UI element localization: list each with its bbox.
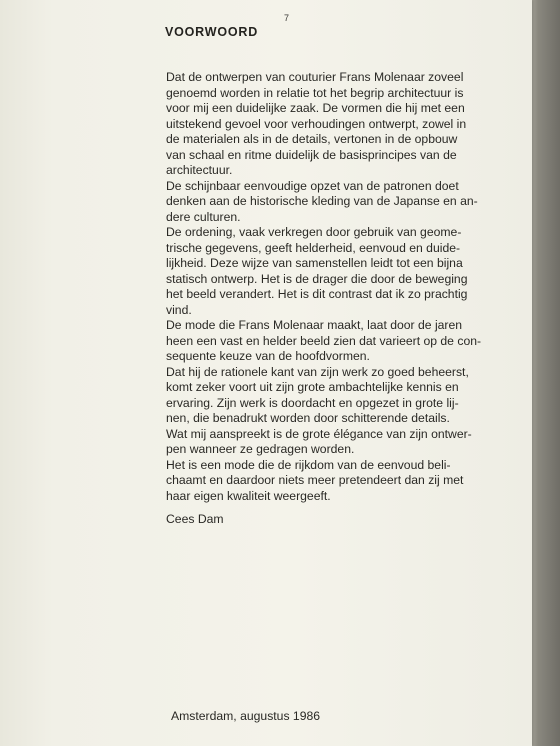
text-line: Dat hij de rationele kant van zijn werk zo goed beheerst, [166, 364, 469, 379]
text-line: sequente keuze van de hoofdvormen. [166, 349, 370, 363]
text-line: denken aan de historische kleding van de Japanse en an- [166, 194, 478, 208]
text-line: chaamt en daardoor niets meer pretendeert dan zij met [166, 473, 464, 487]
text-line: architectuur. [166, 163, 233, 177]
text-line: lijkheid. Deze wijze van samenstellen leidt tot een bijna [166, 256, 463, 270]
text-line: voor mij een duidelijke zaak. De vormen die hij met een [166, 101, 465, 115]
text-line: dere culturen. [166, 209, 241, 224]
body-text [166, 70, 532, 504]
text-line: De schijnbaar eenvoudige opzet van de patronen doet [166, 178, 459, 193]
text-line: het beeld verandert. Het is dit contrast dat ik zo prachtig [166, 287, 468, 301]
page-title: VOORWOORD [165, 25, 259, 39]
text-line: van schaal en ritme duidelijk de basisprincipes van de [166, 147, 457, 162]
text-line: trische gegevens, geeft helderheid, eenvoud en duide- [166, 240, 461, 255]
text-line: haar eigen kwaliteit weergeeft. [166, 488, 331, 503]
signature: Cees Dam [166, 512, 224, 526]
text-line: Het is een mode die de rijkdom van de eenvoud beli- [166, 457, 451, 472]
text-line: nen, die benadrukt worden door schitterende details. [166, 411, 450, 425]
text-line: heen een vast en helder beeld zien dat varieert op de con- [166, 333, 482, 348]
text-line: ervaring. Zijn werk is doordacht en opgezet in grote lij- [166, 395, 459, 410]
text-line: de materialen als in de details, vertonen in de opbouw [166, 132, 458, 146]
text-line: pen wanneer ze gedragen worden. [166, 442, 355, 456]
text-line: Dat de ontwerpen van couturier Frans Molenaar zoveel [166, 70, 464, 84]
text-line: De ordening, vaak verkregen door gebruik van geome- [166, 225, 462, 239]
text-line: Wat mij aanspreekt is de grote élégance van zijn ontwer- [166, 426, 472, 441]
text-line: uitstekend gevoel voor verhoudingen ontwerpt, zowel in [166, 116, 467, 131]
page-number: 7 [284, 13, 290, 23]
text-line: genoemd worden in relatie tot het begrip architectuur is [166, 85, 464, 100]
place-date: Amsterdam, augustus 1986 [171, 709, 321, 723]
text-line: statisch ontwerp. Het is de drager die door de beweging [166, 271, 468, 286]
text-line: vind. [166, 302, 192, 317]
text-line: komt zeker voort uit zijn grote ambachtelijke kennis en [166, 380, 459, 394]
text-line: De mode die Frans Molenaar maakt, laat door de jaren [166, 318, 463, 332]
